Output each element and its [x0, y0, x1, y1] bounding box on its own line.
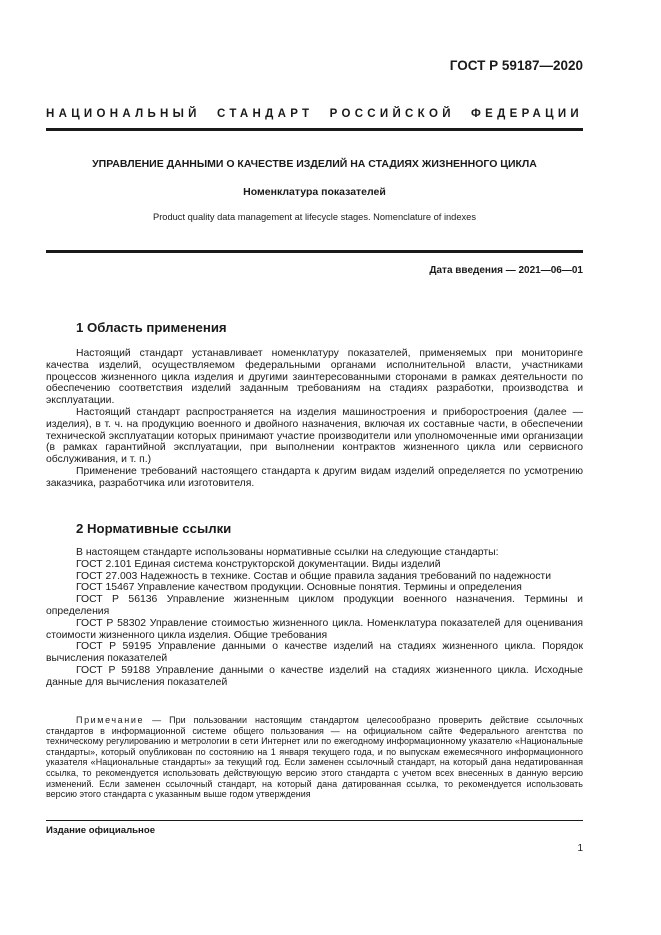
document-code: ГОСТ Р 59187—2020	[449, 58, 583, 73]
introduction-date: Дата введения — 2021—06—01	[429, 265, 583, 276]
document-title: УПРАВЛЕНИЕ ДАННЫМИ О КАЧЕСТВЕ ИЗДЕЛИЙ НА СТАДИЯХ ЖИЗНЕННОГО ЦИКЛА	[92, 158, 537, 170]
reference-item: ГОСТ 2.101 Единая система конструкторской документации. Виды изделий	[76, 558, 441, 570]
note-text: — При пользовании настоящим стандартом целесообразно проверить действие ссылочных стандартов в информационной системе общего пользования — на официальном сайте Федерального агентства по техническому регулированию и метрологии в сети Интернет или по ежегодному информационному указателю «Национальные стандарты», который опубликован по состоянию на 1 января текущего года, и по выпускам ежемесячного информационного указателя «Национальные стандарты» за текущий год. Если заменен ссылочный стандарт, на который дана недатированная ссылка, то рекомендуется использовать действующую версию этого стандарта с учетом всех внесенных в данную версию изменений. Если заменен ссылочный стандарт, на который дана датированная ссылка, то рекомендуется использовать версию этого стандарта с указанным выше годом утверждения	[46, 715, 583, 800]
reference-item: ГОСТ 15467 Управление качеством продукции. Основные понятия. Термины и определения	[76, 582, 522, 594]
title-bottom-rule	[46, 250, 583, 253]
reference-item: ГОСТ Р 59188 Управление данными о качестве изделий на стадиях жизненного цикла. Исходные данные для вычисления показателей	[46, 664, 583, 688]
note-paragraph	[46, 715, 583, 800]
top-rule	[46, 128, 583, 131]
section-1-body	[46, 348, 583, 490]
official-edition-label: Издание официальное	[46, 825, 156, 836]
paragraph: Настоящий стандарт распространяется на изделия машиностроения и приборостроения (далее — изделия), в т. ч. на продукцию военного и двойного назначения, включая их составные части, в обеспечении технической эксплуатации которых принимают участие производители или уполномоченные ими организации (в рамках гарантийной эксплуатации, при выполнении контрактов жизненного цикла или сервисного обслуживания, и т. п.)	[46, 406, 583, 466]
reference-item: ГОСТ Р 59195 Управление данными о качестве изделий на стадиях жизненного цикла. Порядок вычисления показателей	[46, 641, 583, 665]
section-2-heading: 2 Нормативные ссылки	[76, 521, 232, 536]
section-1-heading: 1 Область применения	[76, 320, 227, 335]
reference-item: ГОСТ Р 56136 Управление жизненным циклом продукции военного назначения. Термины и определения	[46, 594, 583, 617]
footer-rule	[46, 820, 583, 821]
reference-item: ГОСТ 27.003 Надежность в технике. Состав и общие правила задания требований по надежности	[76, 570, 551, 582]
note-label: Примечание	[76, 715, 145, 725]
reference-item: ГОСТ Р 58302 Управление стоимостью жизненного цикла. Номенклатура показателей для оценивания стоимости жизненного цикла изделия. Общие требования	[46, 617, 583, 641]
section-2-body	[46, 547, 583, 689]
standard-banner: НАЦИОНАЛЬНЫЙ СТАНДАРТ РОССИЙСКОЙ ФЕДЕРАЦИИ	[46, 108, 583, 120]
page-number: 1	[577, 843, 583, 854]
document-subtitle: Номенклатура показателей	[243, 186, 386, 198]
paragraph: Применение требований настоящего стандарта к другим видам изделий определяется по усмотрению заказчика, разработчика или изготовителя.	[46, 465, 583, 489]
references-note	[46, 715, 583, 800]
english-title: Product quality data management at lifecycle stages. Nomenclature of indexes	[153, 212, 476, 222]
paragraph: Настоящий стандарт устанавливает номенклатуру показателей, применяемых при мониторинге качества изделий, осуществляемом федеральными органами исполнительной власти, участниками процессов жизненного цикла изделия и другими заинтересованными сторонами в рамках деятельности по обеспечению соответствия изделий заданным требованиям на стадиях разработки, производства и эксплуатации.	[46, 348, 583, 407]
references-intro: В настоящем стандарте использованы нормативные ссылки на следующие стандарты:	[76, 547, 499, 558]
